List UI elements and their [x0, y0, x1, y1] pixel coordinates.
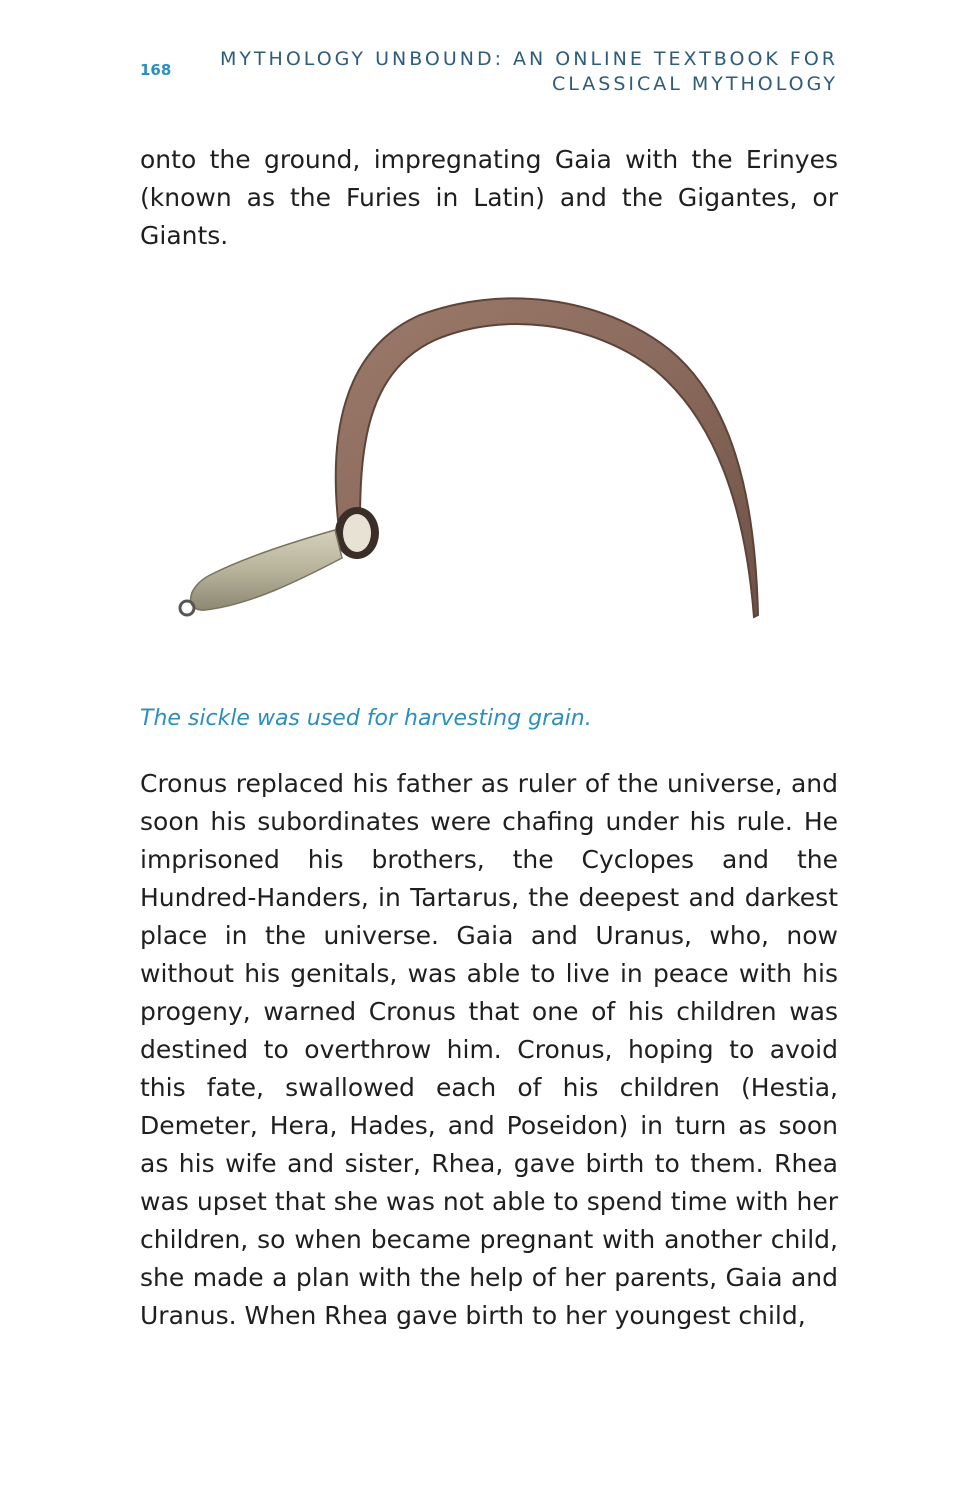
paragraph-1: onto the ground, impregnating Gaia with the Erinyes (known as the Furies in Latin) and the Gigantes, or Giants. [140, 145, 838, 250]
page-number: 168 [140, 61, 172, 79]
paragraph-2: Cronus replaced his father as ruler of the universe, and soon his subordinates were chafing under his rule. He imprisoned his brothers, the Cyclopes and the Hundred-Handers, in Tartarus, the deepest and darkest place in the universe. Gaia and Uranus, who, now without his genitals, was able to live in peace with his progeny, warned Cronus that one of his children was destined to overthrow him. Cronus, hoping to avoid this fate, swallowed each of his children (Hestia, Demeter, Hera, Hades, and Poseidon) in turn as soon as his wife and sister, Rhea, gave birth to them. Rhea was upset that she was not able to spend time with her children, so when became pregnant with another child, she made a plan with the help of her parents, Gaia and Uranus. When Rhea gave birth to her youngest child, [140, 769, 838, 1330]
figure-caption: The sickle was used for harvesting grain. [140, 706, 592, 731]
sickle-image [170, 290, 790, 630]
running-title: MYTHOLOGY UNBOUND: AN ONLINE TEXTBOOK FOR CLASSICAL MYTHOLOGY [219, 48, 838, 95]
